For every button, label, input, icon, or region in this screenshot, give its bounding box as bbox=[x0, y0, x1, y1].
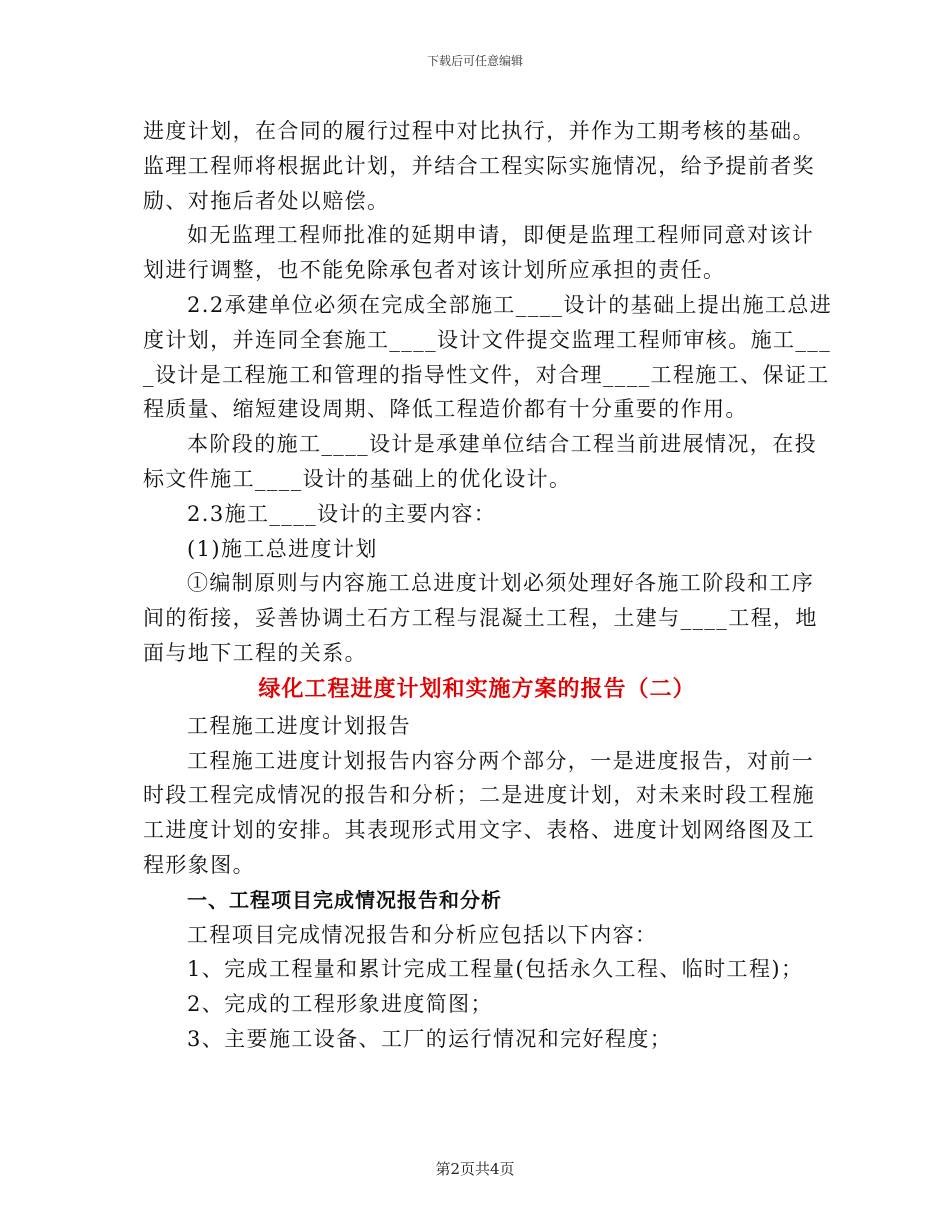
section-heading: 一、工程项目完成情况报告和分析 bbox=[187, 887, 502, 912]
list-item: 3、主要施工设备、工厂的运行情况和完好程度； bbox=[187, 1026, 673, 1051]
page-footer: 第2页共4页 bbox=[435, 1160, 515, 1178]
paragraph-line: _设计是工程施工和管理的指导性文件，对合理____工程施工、保证工 bbox=[143, 362, 830, 387]
paragraph-line: 本阶段的施工____设计是承建单位结合工程当前进展情况，在投 bbox=[187, 432, 817, 457]
paragraph-line: 2.3施工____设计的主要内容： bbox=[187, 501, 497, 526]
paragraph-line: 进度计划，在合同的履行过程中对比执行，并作为工期考核的基础。 bbox=[143, 119, 815, 143]
document-body bbox=[143, 114, 833, 1057]
paragraph-line: 度计划，并连同全套施工____设计文件提交监理工程师审核。施工___ bbox=[143, 327, 832, 352]
list-item: 2、完成的工程形象进度简图； bbox=[187, 992, 493, 1017]
paragraph-line: (1)施工总进度计划 bbox=[187, 536, 378, 561]
paragraph-line: 2.2承建单位必须在完成全部施工____设计的基础上提出施工总进 bbox=[187, 292, 833, 317]
paragraph-line: 如无监理工程师批准的延期申请，即便是监理工程师同意对该计 bbox=[187, 223, 815, 248]
section-title: 绿化工程进度计划和实施方案的报告（二） bbox=[258, 676, 696, 702]
paragraph-line: 工程施工进度计划报告 bbox=[187, 713, 411, 738]
paragraph-line: 监理工程师将根据此计划，并结合工程实际实施情况，给予提前者奖 bbox=[143, 153, 815, 178]
paragraph-line: 工程项目完成情况报告和分析应包括以下内容： bbox=[187, 922, 658, 947]
paragraph-line: 工程施工进度计划报告内容分两个部分，一是进度报告，对前一 bbox=[187, 748, 815, 773]
paragraph-line: 工进度计划的安排。其表现形式用文字、表格、进度计划网络图及工 bbox=[143, 818, 815, 843]
paragraph-line: 面与地下工程的关系。 bbox=[143, 640, 367, 665]
list-item: 1、完成工程量和累计完成工程量(包括永久工程、临时工程)； bbox=[187, 957, 804, 982]
page-header: 下载后可任意编辑 bbox=[426, 54, 523, 68]
paragraph-line: 程质量、缩短建设周期、降低工程造价都有十分重要的作用。 bbox=[143, 397, 748, 422]
paragraph-line: 程形象图。 bbox=[143, 852, 255, 877]
paragraph-line: 时段工程完成情况的报告和分析；二是进度计划，对未来时段工程施 bbox=[143, 783, 815, 808]
paragraph-line: 间的衔接，妥善协调土石方工程与混凝土工程，土建与____工程，地 bbox=[143, 606, 818, 631]
paragraph-line: 划进行调整，也不能免除承包者对该计划所应承担的责任。 bbox=[143, 258, 726, 283]
paragraph-line: 励、对拖后者处以赔偿。 bbox=[143, 188, 390, 213]
paragraph-line: 标文件施工____设计的基础上的优化设计。 bbox=[143, 466, 572, 491]
paragraph-line: ①编制原则与内容施工总进度计划必须处理好各施工阶段和工序 bbox=[187, 571, 815, 596]
